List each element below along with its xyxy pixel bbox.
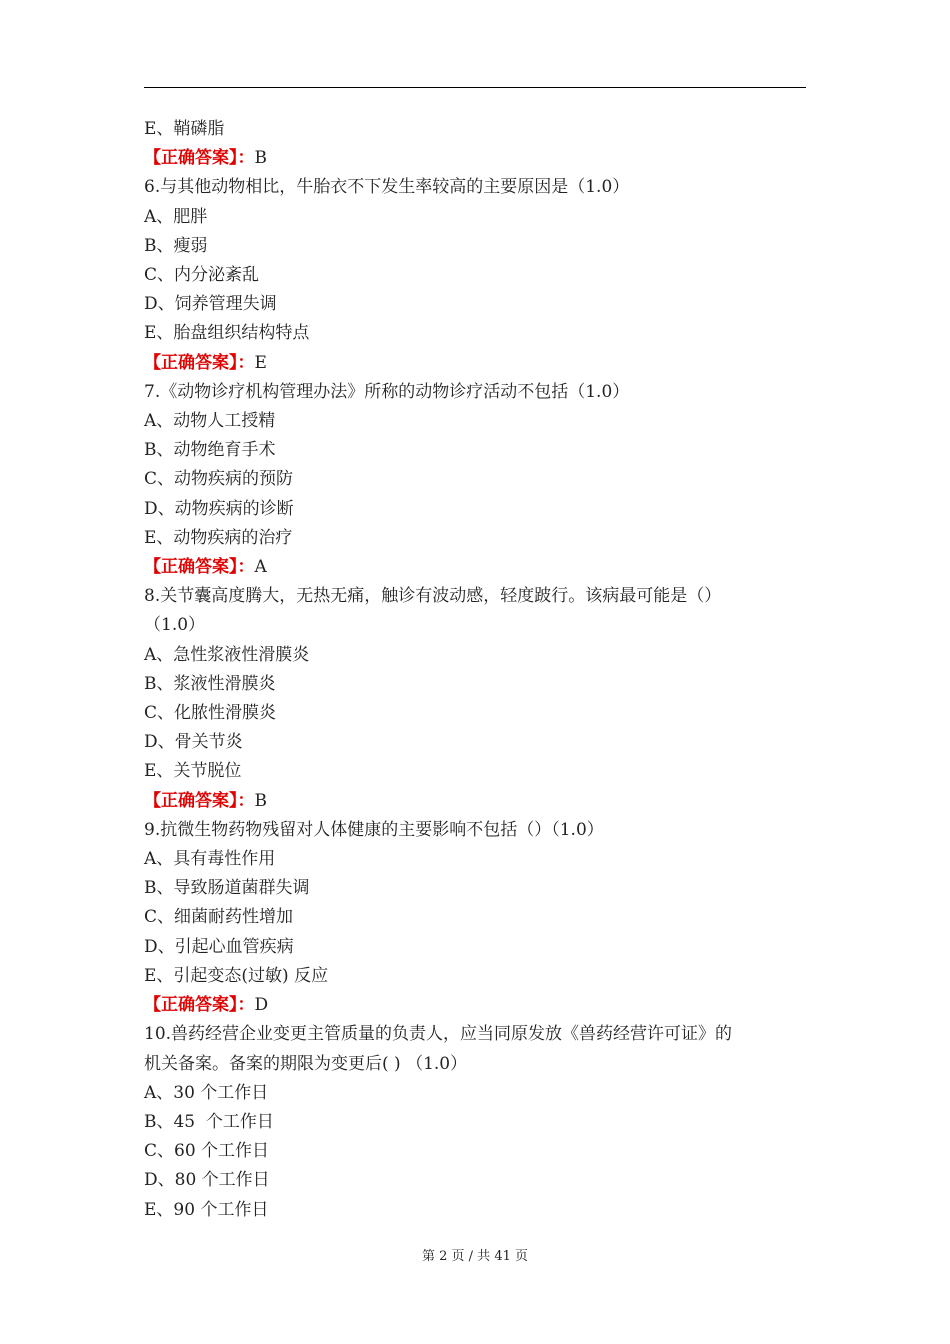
header-rule [144,87,806,88]
question-text: 10.兽药经营企业变更主管质量的负责人，应当同原发放《兽药经营许可证》的 [144,1024,733,1045]
answer-label: 【正确答案】： [144,148,255,169]
option-text: D、饲养管理失调 [144,294,277,315]
option-text: B、导致肠道菌群失调 [144,878,310,899]
question-text: 9.抗微生物药物残留对人体健康的主要影响不包括（）（1.0） [144,819,604,840]
option-text: C、60 个工作日 [144,1141,270,1162]
answer-line [144,349,806,378]
document-body [144,115,806,1225]
option-text: A、肥胖 [144,206,208,227]
option-text: E、胎盘组织结构特点 [144,323,310,344]
option-text: C、内分泌紊乱 [144,265,260,286]
option-text: A、具有毒性作用 [144,849,276,870]
answer-line [144,553,806,582]
option-text: B、瘦弱 [144,235,208,256]
answer-line [144,144,806,173]
option-text: D、骨关节炎 [144,732,243,753]
answer-value: A [254,557,267,578]
option-text: C、动物疾病的预防 [144,469,294,490]
option-text: E、动物疾病的治疗 [144,527,293,548]
question-text: 7.《动物诊疗机构管理办法》所称的动物诊疗活动不包括（1.0） [144,381,630,402]
option-text: A、30 个工作日 [144,1082,269,1103]
option-text: D、80 个工作日 [144,1170,270,1191]
option-text: A、急性浆液性滑膜炎 [144,644,310,665]
option-text: B、浆液性滑膜炎 [144,673,276,694]
answer-line [144,787,806,816]
question-text: 机关备案。备案的期限为变更后( ) （1.0） [144,1053,468,1074]
option-text: B、动物绝育手术 [144,440,276,461]
question-text: 6.与其他动物相比，牛胎衣不下发生率较高的主要原因是（1.0） [144,177,630,198]
question-text: （1.0） [144,615,206,636]
answer-label: 【正确答案】： [144,352,255,373]
option-text: A、动物人工授精 [144,411,276,432]
question-text: 8.关节囊高度腾大，无热无痛，触诊有波动感，轻度跛行。该病最可能是（） [144,586,722,607]
option-text: E、90 个工作日 [144,1199,269,1220]
answer-label: 【正确答案】： [144,557,255,578]
option-text: D、引起心血管疾病 [144,936,294,957]
answer-line [144,991,806,1020]
answer-label: 【正确答案】： [144,790,255,811]
option-text: B、45 个工作日 [144,1111,274,1132]
option-text: C、细菌耐药性增加 [144,907,294,928]
option-text: D、动物疾病的诊断 [144,498,294,519]
option-text: E、引起变态(过敏) 反应 [144,965,329,986]
answer-value: E [254,352,267,373]
option-text: E、鞘磷脂 [144,119,225,139]
option-text: C、化脓性滑膜炎 [144,703,277,724]
answer-value: D [254,995,269,1016]
page-footer: 第 2 页 / 共 41 页 [422,1249,528,1264]
answer-label: 【正确答案】： [144,995,255,1016]
option-text: E、关节脱位 [144,761,242,782]
answer-value: B [254,148,267,169]
answer-value: B [254,790,267,811]
